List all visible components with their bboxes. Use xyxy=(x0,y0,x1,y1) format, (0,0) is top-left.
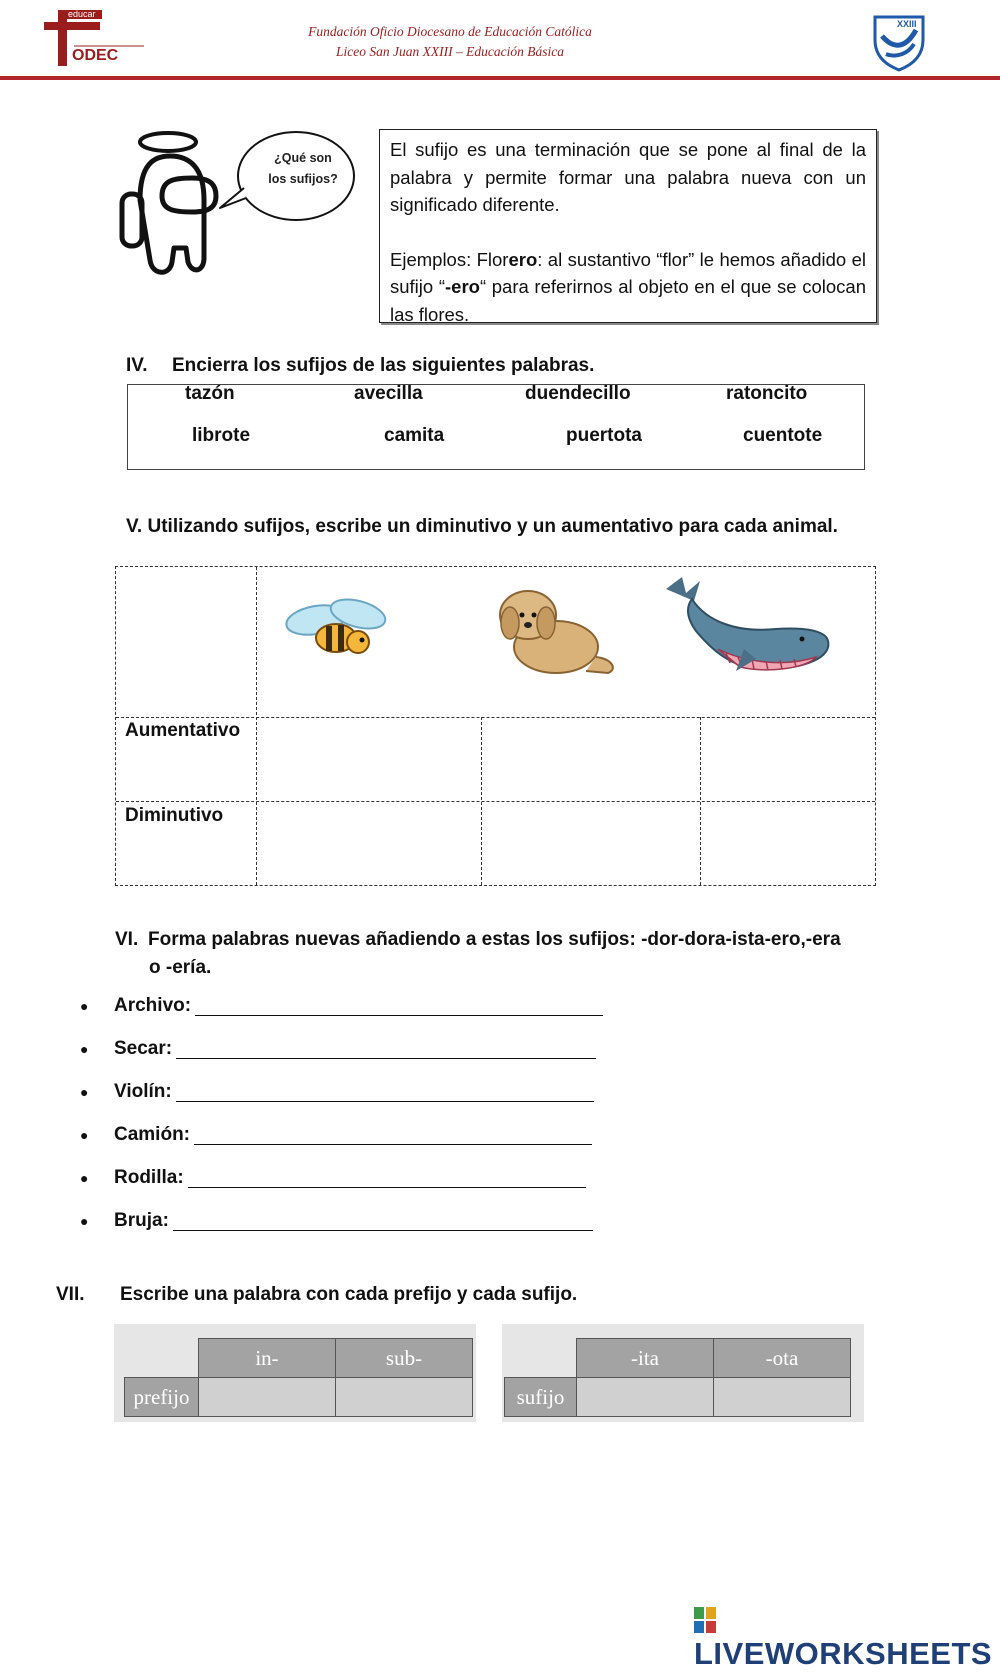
word-item[interactable]: camita xyxy=(384,425,445,446)
answer-line[interactable] xyxy=(176,1081,594,1102)
logo-text: ODEC xyxy=(72,47,119,64)
list-item: ● Camión: xyxy=(80,1113,720,1156)
shield-text: XXIII xyxy=(897,19,917,29)
liveworksheets-icon xyxy=(694,1607,716,1633)
prefix-sub-header: sub- xyxy=(335,1338,473,1378)
bullet-icon: ● xyxy=(80,1212,89,1229)
word-item[interactable]: librote xyxy=(192,425,251,446)
answer-cell[interactable] xyxy=(257,718,480,800)
suffix-ita-answer[interactable] xyxy=(576,1377,714,1417)
suffix-ota-header: -ota xyxy=(713,1338,851,1378)
header-divider xyxy=(0,76,1000,80)
prefix-row-label: prefijo xyxy=(124,1377,199,1417)
bullet-icon: ● xyxy=(80,1083,89,1100)
odec-logo xyxy=(44,8,154,70)
suffix-ota-answer[interactable] xyxy=(713,1377,851,1417)
answer-cell[interactable] xyxy=(482,718,699,800)
answer-line[interactable] xyxy=(173,1210,593,1231)
row-label-diminutivo: Diminutivo xyxy=(125,805,224,826)
answer-cell[interactable] xyxy=(482,802,699,884)
bee-icon xyxy=(276,592,396,667)
answer-line[interactable] xyxy=(176,1038,596,1059)
answer-line[interactable] xyxy=(195,995,603,1016)
row-label-aumentativo: Aumentativo xyxy=(125,720,241,741)
word-item[interactable]: ratoncito xyxy=(726,383,808,404)
section-6-number: VI. xyxy=(115,929,139,950)
suffix-words-box xyxy=(127,384,865,470)
word-item[interactable]: avecilla xyxy=(354,383,423,404)
list-item: ● Secar: xyxy=(80,1027,720,1070)
answer-line[interactable] xyxy=(194,1124,592,1145)
dog-icon xyxy=(476,579,636,684)
suffix-table xyxy=(502,1324,864,1422)
suffix-row-label: sufijo xyxy=(504,1377,577,1417)
answer-cell[interactable] xyxy=(701,718,874,800)
suffix-ita-header: -ita xyxy=(576,1338,714,1378)
definition-text: El sufijo es una terminación que se pone al final de la palabra y permite formar una palabra nueva con un significado diferente. xyxy=(390,139,866,215)
section-7-title: VII. Escribe una palabra con cada prefijo y cada sufijo. xyxy=(56,1284,578,1305)
list-item: ● Archivo: xyxy=(80,984,720,1027)
foundation-line: Fundación Oficio Diocesano de Educación Católica xyxy=(308,24,592,39)
header-institution xyxy=(270,22,630,62)
whale-icon xyxy=(656,571,836,681)
school-line: Liceo San Juan XXIII – Educación Básica xyxy=(336,44,564,59)
prefix-in-answer[interactable] xyxy=(198,1377,336,1417)
list-item: ● Rodilla: xyxy=(80,1156,720,1199)
bullet-icon: ● xyxy=(80,1126,89,1143)
section-6-title: VI. Forma palabras nuevas añadiendo a estas los sufijos: -dor-dora-ista-ero,-era o -ería. xyxy=(115,926,895,982)
prefix-sub-answer[interactable] xyxy=(335,1377,473,1417)
animal-table xyxy=(115,566,876,886)
list-item: ● Violín: xyxy=(80,1070,720,1113)
answer-line[interactable] xyxy=(188,1167,586,1188)
prefix-in-header: in- xyxy=(198,1338,336,1378)
section-4-number: IV. xyxy=(126,355,148,376)
example-text: Ejemplos: Florero: al sustantivo “flor” le hemos añadido el sufijo “-ero“ para referirnos al objeto en el que se colocan las flores. xyxy=(390,248,866,325)
answer-cell[interactable] xyxy=(701,802,874,884)
section-4-title: IV. Encierra los sufijos de las siguientes palabras. xyxy=(126,355,595,376)
list-item: ● Bruja: xyxy=(80,1199,720,1242)
answer-cell[interactable] xyxy=(257,802,480,884)
logo-small-text: educar xyxy=(68,9,96,19)
word-item[interactable]: duendecillo xyxy=(525,383,631,404)
word-formation-list xyxy=(80,984,720,1242)
section-5-title: V. Utilizando sufijos, escribe un diminutivo y un aumentativo para cada animal. xyxy=(126,516,838,537)
word-item[interactable]: puertota xyxy=(566,425,642,446)
word-item[interactable]: cuentote xyxy=(743,425,823,446)
section-7-number: VII. xyxy=(56,1284,85,1305)
school-shield-icon xyxy=(872,14,926,72)
speech-bubble-text: ¿Qué son los sufijos? xyxy=(268,151,338,186)
suffix-definition-box xyxy=(379,129,877,323)
word-item[interactable]: tazón xyxy=(185,383,235,404)
liveworksheets-logo: LIVEWORKSHEETS xyxy=(694,1600,1000,1672)
bullet-icon: ● xyxy=(80,997,89,1014)
bullet-icon: ● xyxy=(80,1040,89,1057)
prefix-table xyxy=(114,1324,476,1422)
bullet-icon: ● xyxy=(80,1169,89,1186)
